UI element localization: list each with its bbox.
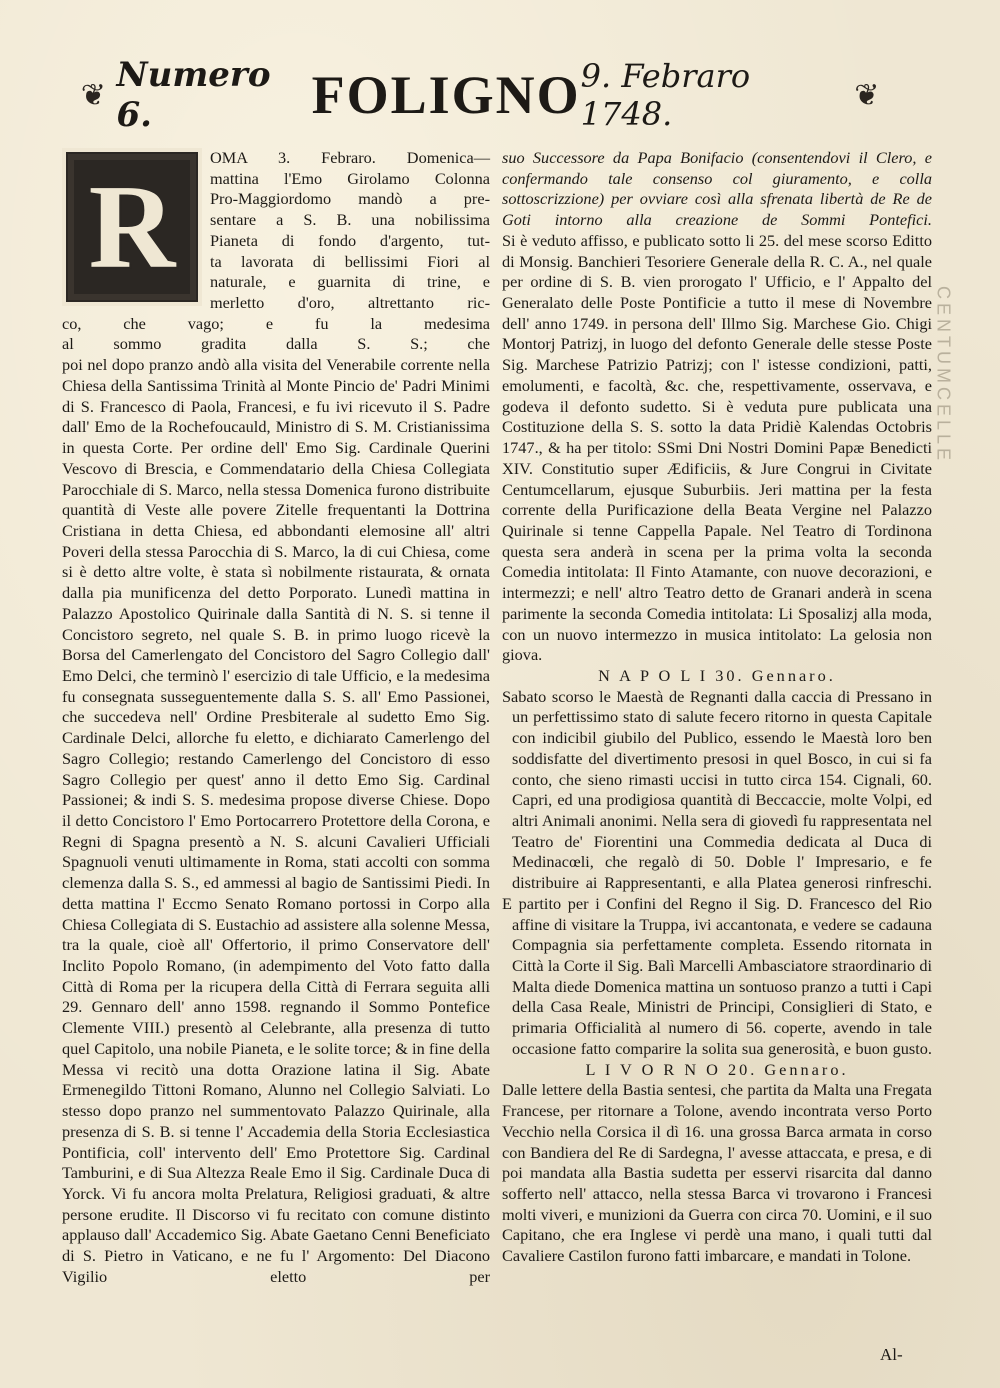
initial-letter: R	[88, 160, 176, 293]
rome-report-paragraph: Si è veduto affisso, e publicato sotto li 25. del mese scorso Editto di Monsig. Banchieri Tesoriere Generale della R. C. A., nel quale per ordine di S. B. vien prorogato l' Ufficio, e l' Appalto del Generalato delle Poste Pontificie a tutto il mese di Novembre dell' anno 1749. in persona dell' Illmo Sig. Marchese Gio. Chigi Montorj Patrizj, in luogo del defonto Generale delle stesse Poste Sig. Marchese Patrizio Patrizj; con l' istesse condizioni, patti, emolumenti, e facoltà, &c. che, respettivamente, osservava, e godeva il defonto sudetto. Si è veduta pure publicata una Costituzione della S. S. sotto la data Pridiè Kalendas Octobris 1747., & ha per titolo: SSmi Dni Nostri Domini Papæ Benedicti XIV. Constitutio super Ædificiis, & Jure Congrui in Civitate Centumcellarum, ejusque Suburbiis. Jeri mattina per la festa corrente della Purificazione della Beata Vergine nel Palazzo Quirinale si tenne Cappella Papale. Nel Teatro di Tordinona questa sera anderà in scena per la prima volta la seconda Comedia intitolata: Il Finto Atamante, con nuove decorazioni, e intermezzi; e nell' altro Teatro detto de Granari anderà in scena parimente la seconda Comedia intitolata: Li Sposalizj alla moda, con un nuovo intermezzo in musica intitolato: La gelosia non giova.	[502, 230, 932, 665]
opening-line: ta lavorata di bellissimi Fiori al	[210, 251, 490, 271]
newspaper-title: FOLIGNO	[311, 65, 581, 125]
opening-line: sentare a S. B. una nobilissima	[210, 210, 490, 230]
masthead	[70, 55, 890, 135]
right-column	[502, 148, 932, 1267]
napoli-dateline: N A P O L I 30. Gennaro.	[598, 665, 836, 685]
livorno-dateline: L I V O R N O 20. Gennaro.	[585, 1059, 849, 1079]
rome-report-continuation: suo Successore da Papa Bonifacio (consentendovi il Clero, e confermando tale consenso col giuramento, e colla sottoscrizzione) per ovviare così alla sfrenata libertà de Re de Goti intorno alla creazione de Sommi Pontefici.	[502, 148, 932, 230]
opening-line: naturale, e guarnita di trine, e	[210, 272, 490, 292]
issue-number: Numero 6.	[116, 55, 271, 135]
rome-report-body: poi nel dopo pranzo andò alla visita del Venerabile corrente nella Chiesa della Santissima Trinità al Monte Pincio de' Padri Minimi di S. Francesco di Paola, Francesi, e fu ivi ricevuto il S. Padre dall' Emo de la Rochefoucauld, Ministro di S. M. Cristianissima in questa Corte. Per ordine dell' Emo Sig. Cardinale Querini Vescovo di Brescia, e Commendatario della Chiesa Collegiata Parocchiale di S. Marco, nella stessa Domenica furono distribuite quantità di Veste alle povere Zitelle frequentanti la Dottrina Cristiana in detta Chiesa, ed abbondanti elemosine all' altri Poveri della stessa Parocchia di S. Marco, la di cui Chiesa, come si è detto altre volte, è stata sì nobilmente ristaurata, & ornata dalla pia munificenza del detto Porporato. Lunedì mattina in Palazzo Apostolico Quirinale dalla Santità di N. S. si tenne il Concistoro segreto, nel quale S. B. in primo luogo ricevè la Borsa del Camerlengato del Concistoro del Sagro Collegio dall' Emo Delci, che terminò l' esercizio di tale Ufficio, e la medesima fu consegnata susseguentemente dalla S. S. all' Emo Passionei, che succedeva nell' Ordine Presbiterale al sudetto Emo Sig. Cardinale Delci, allorche fu eletto, e dichiarato Camerlengo del Sagro Collegio; restando Camerlengo del Concistoro di esso Sagro Collegio per quest' anno il detto Emo Sig. Cardinal Passionei; & indi S. S. medesima propose diverse Chiese. Dopo il detto Concistoro l' Emo Portocarrero Protettore della Corona, e Regni di Spagna presentò a N. S. alcuni Cavalieri Ufficiali Spagnuoli venuti ultimamente in Roma, stati accolti con somma clemenza dalla S. S., ed ammessi al bagio de Santissimi Piedi. In detta mattina l' Eccmo Senato Romano portossi in Corpo alla Chiesa Collegiata di S. Eustachio ad assistere alla solenne Messa, tra la quale, cioè all' Offertorio, il primo Conservatore dell' Inclito Popolo Romano, (in adempimento del Voto fatto dalla Città di Roma per la ricupera della Città di Ferrara seguita alli 29. Gennaro dell' anno 1598. regnando il Sommo Pontefice Clemente VIII.) presentò al Celebrante, alla presenza di tutto quel Capitolo, una nobile Pianeta, e le solite torce; & in fine della Messa vi recitò una dotta Orazione latina il Sig. Abate Ermenegildo Tittoni Romano, Alunno nel Collegio Salviati. Lo stesso dopo pranzo nel summentovato Palazzo Quirinale, alla presenza di S. B. si tenne l' Accademia della Storia Ecclesiastica Pontificia, coll' intervento dell' Emo Protettore Sig. Cardinal Tamburini, e di Sua Altezza Reale Emo il Sig. Cardinale Duca di Yorck. Vi fu ancora molta Prelatura, Religiosi graduati, & altre persone erudite. Il Discorso vi fu recitato con comune distinto applauso dall' Accademico Sig. Abate Gaetano Cenni Beneficiato di S. Pietro in Vaticano, e ne fu l' Argomento: Del Diacono Vigilio eletto per	[62, 355, 490, 1286]
opening-line: al sommo gradita dalla S. S.; che	[62, 334, 490, 354]
livorno-report: Dalle lettere della Bastia sentesi, che partita da Malta una Fregata Francese, per ritornare a Tolone, avendo incontrata verso Porto Vecchio nella Corsica il dì 16. una grossa Barca armata in corso con Bandiera del Re di Sardegna, l' avesse attaccata, e presa, e di poi mandata alla Bastia sudetta per esservi risarcita dal danno sofferto nell' attacco, nella stessa Barca vi trovarono i Francesi molti viveri, e munizioni da Guerra con circa 70. Uomini, e il suo Capitano, che era Inglese vi perdè una mano, i quali tutti dal Cavaliere Castilon furono fatti imbarcare, e mandati in Tolone.	[502, 1080, 932, 1266]
napoli-report-2: E partito per i Confini del Regno il Sig. D. Francesco del Rio affine di visitare la Truppa, ivi accantonata, e vedere se cadauna Compagnia sia perfettamente completa. Essendo ritornata in Città la Corte il Sig. Balì Marcelli Ambasciatore straordinario di Malta diede Domenica mattina un sontuoso pranzo a tutti i Capi della Casa Reale, Ministri de Principi, Consiglieri di Stato, e primaria Officialità al numero di 56. coperte, avendo in tale occasione fatto comparire la solita sua generosità, e buon gusto.	[502, 893, 932, 1058]
opening-line: merletto d'oro, altrettanto ric-	[210, 293, 490, 313]
opening-line: Pro-Maggiordomo mandò a pre-	[210, 189, 490, 209]
napoli-report: Sabato scorso le Maestà de Regnanti dalla caccia di Pressano in un perfettissimo stato di salute fecero ritorno in questa Capitale con indicibil giubilo del Publico, essendo le Maestà loro ben soddisfatte del divertimento presosi in quel Bosco, in cui si fa conto, che sieno rimasti uccisi in tutto circa 154. Cignali, 60. Capri, ed una prodigiosa quantità di Beccaccie, molte Volpi, ed altri Animali anonimi. Nella sera di giovedì fu rappresentata nel Teatro de' Fiorentini una Commedia dedicata al Duca di Medinacœli, che regalò di 50. Doble l' Impresario, e fe distribuire ai Rappresentanti, e alla Platea generosi rinfreschi.	[502, 686, 932, 893]
fleuron-ornament-icon: ❦	[80, 77, 106, 113]
fleuron-ornament-icon: ❦	[854, 77, 880, 113]
opening-line: mattina l'Emo Girolamo Colonna	[210, 168, 490, 188]
opening-line: OMA 3. Febraro. Domenica—	[210, 148, 490, 167]
margin-stamp: CENTUMCELLE	[933, 285, 954, 465]
decorated-initial	[62, 148, 202, 306]
opening-line: Pianeta di fondo d'argento, tut-	[210, 230, 490, 250]
left-column	[62, 148, 490, 1288]
opening-line: co, che vago; e fu la medesima	[62, 313, 490, 333]
catchword: Al-	[880, 1345, 903, 1364]
issue-date: 9. Febraro 1748.	[580, 57, 751, 133]
